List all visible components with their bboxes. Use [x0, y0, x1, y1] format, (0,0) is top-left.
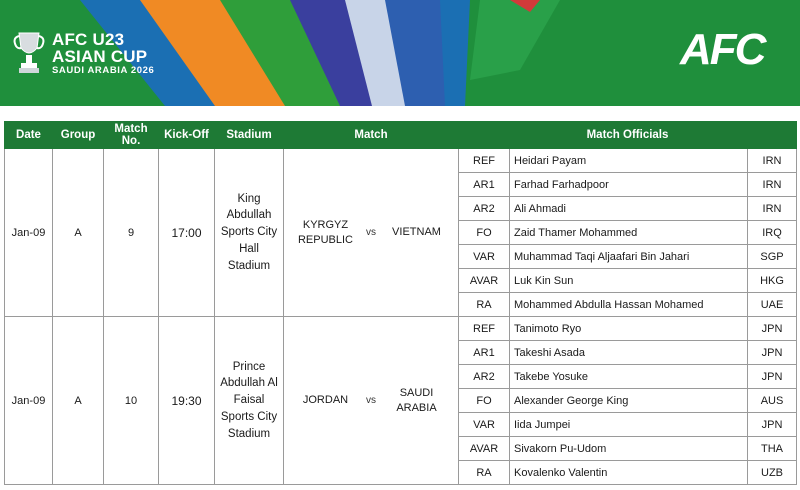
brand-text	[52, 31, 154, 76]
official-role: VAR	[459, 413, 510, 437]
tournament-brand	[12, 30, 154, 76]
official-name: Tanimoto Ryo	[510, 317, 748, 341]
official-name: Muhammad Taqi Aljaafari Bin Jahari	[510, 245, 748, 269]
official-country: JPN	[748, 341, 797, 365]
header-date: Date	[5, 122, 53, 149]
official-country: IRN	[748, 173, 797, 197]
official-country: UAE	[748, 293, 797, 317]
match-kickoff: 19:30	[159, 317, 215, 485]
official-country: THA	[748, 437, 797, 461]
official-name: Sivakorn Pu-Udom	[510, 437, 748, 461]
official-country: JPN	[748, 365, 797, 389]
official-name: Kovalenko Valentin	[510, 461, 748, 485]
official-name: Luk Kin Sun	[510, 269, 748, 293]
header-match: Match	[284, 122, 459, 149]
header-stadium: Stadium	[215, 122, 284, 149]
official-country: JPN	[748, 317, 797, 341]
brand-line-3: SAUDI ARABIA 2026	[52, 64, 155, 76]
match-teams	[284, 317, 459, 485]
header-banner	[0, 0, 800, 106]
match-date: Jan-09	[5, 149, 53, 317]
table-row	[5, 149, 797, 173]
match-kickoff: 17:00	[159, 149, 215, 317]
header-match-officials: Match Officials	[459, 122, 797, 149]
official-name: Alexander George King	[510, 389, 748, 413]
match-group: A	[53, 149, 104, 317]
official-country: SGP	[748, 245, 797, 269]
official-role: AR2	[459, 365, 510, 389]
official-name: Iida Jumpei	[510, 413, 748, 437]
official-name: Mohammed Abdulla Hassan Mohamed	[510, 293, 748, 317]
match-date: Jan-09	[5, 317, 53, 485]
official-name: Farhad Farhadpoor	[510, 173, 748, 197]
afc-logo	[680, 22, 780, 84]
official-role: FO	[459, 221, 510, 245]
match-number: 10	[104, 317, 159, 485]
home-team: KYRGYZ REPUBLIC	[297, 218, 354, 246]
official-country: IRQ	[748, 221, 797, 245]
official-role: REF	[459, 317, 510, 341]
official-country: HKG	[748, 269, 797, 293]
header-match-no: Match No.	[104, 122, 159, 149]
match-teams	[284, 149, 459, 317]
official-role: AVAR	[459, 269, 510, 293]
away-team: VIETNAM	[392, 226, 441, 239]
official-country: JPN	[748, 413, 797, 437]
official-name: Zaid Thamer Mohammed	[510, 221, 748, 245]
match-number: 9	[104, 149, 159, 317]
official-country: AUS	[748, 389, 797, 413]
official-role: AR2	[459, 197, 510, 221]
official-role: VAR	[459, 245, 510, 269]
official-country: IRN	[748, 197, 797, 221]
official-name: Takeshi Asada	[510, 341, 748, 365]
official-role: REF	[459, 149, 510, 173]
match-stadium: King Abdullah Sports City Hall Stadium	[215, 149, 284, 317]
official-name: Ali Ahmadi	[510, 197, 748, 221]
official-country: UZB	[748, 461, 797, 485]
header-group: Group	[53, 122, 104, 149]
vs-label: vs	[366, 395, 376, 406]
official-role: RA	[459, 461, 510, 485]
match-stadium: Prince Abdullah Al Faisal Sports City Stadium	[215, 317, 284, 485]
official-name: Takebe Yosuke	[510, 365, 748, 389]
header-kickoff: Kick-Off	[159, 122, 215, 149]
afc-logo-text: AFC	[680, 25, 765, 74]
official-role: RA	[459, 293, 510, 317]
official-name: Heidari Payam	[510, 149, 748, 173]
official-role: AR1	[459, 341, 510, 365]
brand-line-2: ASIAN CUP	[52, 46, 148, 66]
official-country: IRN	[748, 149, 797, 173]
brand-line-1: AFC U23	[52, 29, 125, 49]
away-team: SAUDI ARABIA	[396, 386, 437, 414]
official-role: AVAR	[459, 437, 510, 461]
table-row	[5, 317, 797, 341]
match-officials-table	[4, 121, 797, 485]
trophy-icon	[12, 30, 46, 76]
match-group: A	[53, 317, 104, 485]
table-header-row	[5, 122, 797, 149]
official-role: FO	[459, 389, 510, 413]
official-role: AR1	[459, 173, 510, 197]
home-team: JORDAN	[302, 394, 349, 407]
vs-label: vs	[366, 227, 376, 238]
